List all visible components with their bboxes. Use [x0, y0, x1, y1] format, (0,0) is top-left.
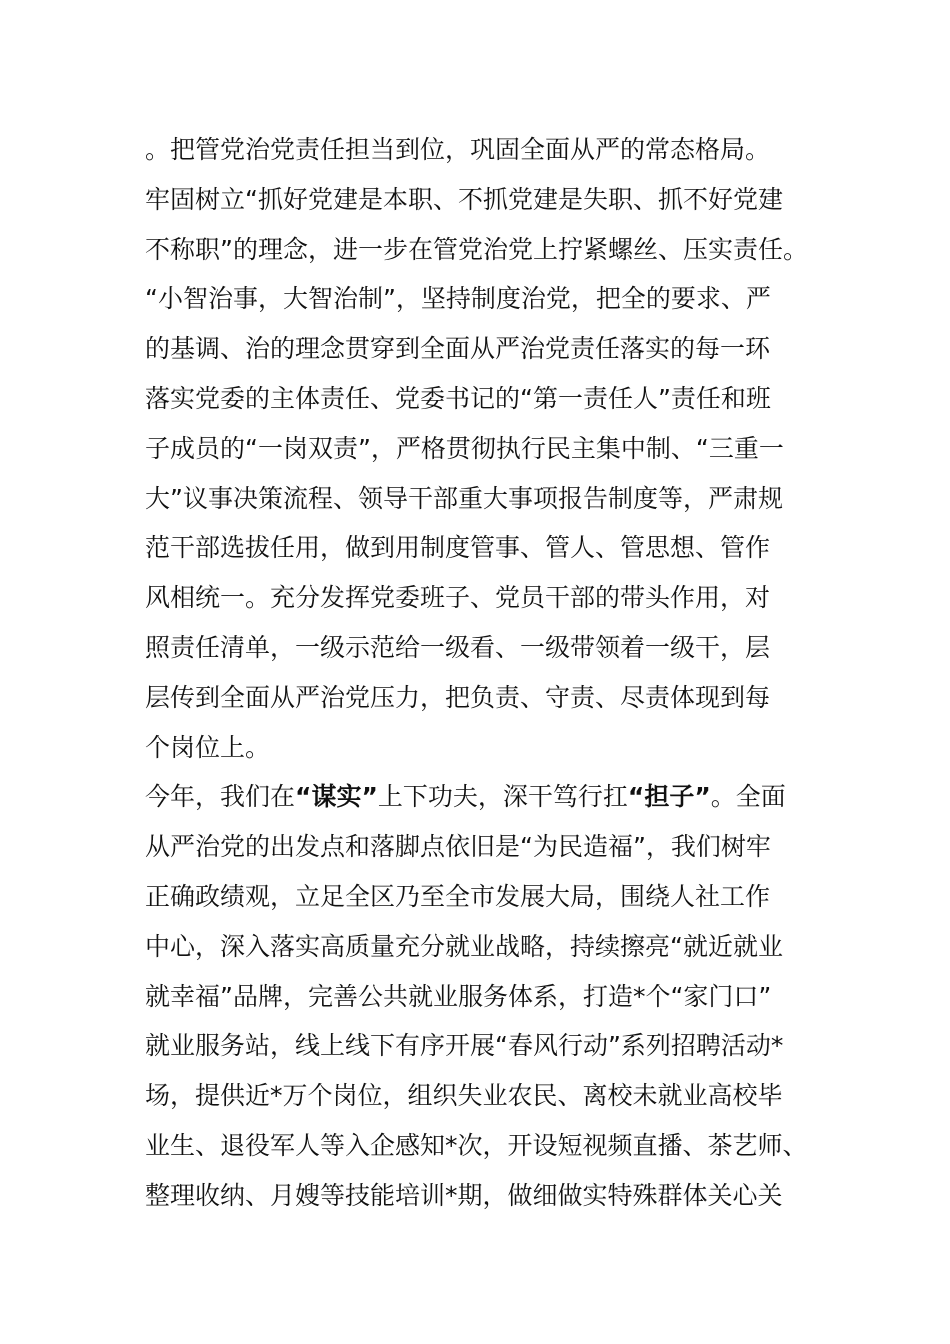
document-body: [145, 125, 825, 1221]
text-line: 落实党委的主体责任、党委书记的“第一责任人”责任和班: [145, 383, 771, 413]
text-line: 个岗位上。: [145, 732, 271, 762]
text-line: 正确政绩观，立足全区乃至全市发展大局，围绕人社工作: [145, 881, 771, 911]
text-run: 今年，我们在: [145, 782, 296, 812]
text-line: 大”议事决策流程、领导干部重大事项报告制度等，严肃规: [145, 483, 783, 513]
text-line: 的基调、治的理念贯穿到全面从严治党责任落实的每一环: [145, 334, 771, 364]
text-run: 上下功夫，深干笃行扛: [377, 782, 628, 812]
text-line: 整理收纳、月嫂等技能培训*期，做细做实特殊群体关心关: [145, 1180, 783, 1210]
text-line: “小智治事，大智治制”，坚持制度治党，把全的要求、严: [145, 284, 771, 314]
text-line: 照责任清单，一级示范给一级看、一级带领着一级干，层: [145, 632, 771, 662]
text-line: 场，提供近*万个岗位，组织失业农民、离校未就业高校毕: [145, 1081, 783, 1111]
text-line: 中心，深入落实高质量充分就业战略，持续擦亮“就近就业: [145, 931, 783, 961]
text-line: 从严治党的出发点和落脚点依旧是“为民造福”，我们树牢: [145, 832, 771, 862]
text-line: 牢固树立“抓好党建是本职、不抓党建是失职、抓不好党建: [145, 184, 783, 214]
text-line: 。把管党治党责任担当到位，巩固全面从严的常态格局。: [145, 135, 771, 164]
text-line: 范干部选拔任用，做到用制度管事、管人、管思想、管作: [145, 533, 771, 563]
text-line: 子成员的“一岗双责”，严格贯彻执行民主集中制、“三重一: [145, 433, 784, 463]
emphasis-text: “担子”: [627, 782, 711, 812]
text-line: 层传到全面从严治党压力，把负责、守责、尽责体现到每: [145, 682, 771, 712]
text-line: 风相统一。充分发挥党委班子、党员干部的带头作用，对: [145, 583, 771, 613]
text-line: 就幸福”品牌，完善公共就业服务体系，打造*个“家门口”: [145, 981, 772, 1011]
text-run: 。全面: [710, 782, 786, 812]
text-line: 不称职”的理念，进一步在管党治党上拧紧螺丝、压实责任。: [145, 234, 808, 264]
text-line: 业生、退役军人等入企感知*次，开设短视频直播、茶艺师、: [145, 1130, 808, 1160]
text-line: 就业服务站，线上线下有序开展“春风行动”系列招聘活动*: [145, 1031, 784, 1061]
paragraph-2-first-line: [145, 772, 825, 822]
emphasis-text: “谋实”: [295, 782, 378, 812]
